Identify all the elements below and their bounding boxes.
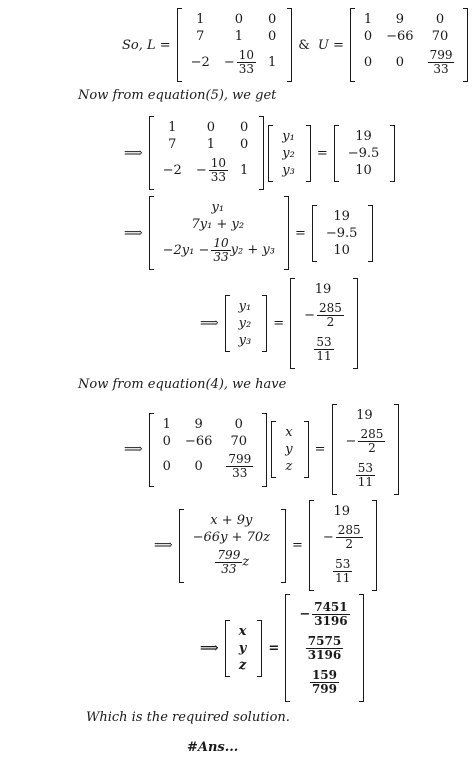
matrix-row (298, 298, 350, 332)
cell-text: 19 (333, 208, 350, 224)
denominator: 11 (316, 348, 332, 363)
matrix-row (342, 128, 388, 145)
matrix-row (157, 199, 281, 216)
equals-sign: = (314, 442, 326, 457)
matrix-cell (279, 458, 300, 475)
matrix-row (233, 623, 255, 640)
matrix-cell (157, 136, 190, 153)
cell-text: 70 (431, 29, 449, 44)
matrix-cell (233, 298, 260, 315)
fraction (215, 549, 242, 575)
cell-text: 19 (314, 282, 332, 297)
matrix-cell (298, 281, 350, 298)
numerator: 285 (337, 522, 361, 537)
matrix-cell (276, 162, 303, 179)
matrix (312, 205, 374, 262)
matrix (334, 125, 396, 182)
math-text: U = (317, 37, 344, 53)
fraction (310, 669, 339, 695)
matrix-cell (233, 657, 255, 674)
cell-text: −66 (386, 29, 414, 44)
cell-text: −66y + 70z (192, 529, 270, 545)
matrix-row (293, 665, 355, 699)
matrix-row (298, 332, 350, 366)
matrix-cell (233, 623, 255, 640)
matrix-cell (276, 128, 303, 145)
matrix-table (233, 298, 260, 349)
cell-text: 0 (240, 120, 249, 135)
denominator: 799 (311, 681, 337, 696)
cell-text: 70 (230, 433, 248, 449)
matrix-row (317, 520, 369, 554)
matrix-row (293, 631, 355, 665)
matrix-cell (190, 119, 234, 136)
cell-text: 0 (395, 54, 404, 70)
matrix-row (187, 512, 278, 529)
cell-text: 1 (234, 29, 244, 44)
matrix-row (279, 424, 300, 441)
matrix-cell (157, 216, 281, 233)
cell-text: 1 (268, 54, 277, 70)
fraction (358, 428, 385, 454)
matrix-cell (293, 631, 355, 665)
cell-text: y (238, 640, 247, 656)
matrix-cell (234, 136, 256, 153)
cell-text: y (285, 442, 293, 457)
denominator: 11 (335, 570, 351, 585)
cell-text: 0 (363, 29, 373, 44)
matrix-cell (190, 153, 234, 187)
matrix-row (157, 416, 260, 433)
cell-text: 9 (395, 12, 404, 27)
matrix-cell (157, 433, 179, 450)
matrix-row (233, 298, 260, 315)
matrix (149, 413, 268, 487)
equals-sign: = (316, 145, 328, 161)
matrix-cell (157, 450, 179, 484)
numerator: 799 (228, 452, 252, 467)
fraction (312, 601, 349, 627)
cell-text: y₃ (282, 162, 295, 178)
cell-text: 0 (194, 459, 203, 474)
matrix-row (279, 441, 300, 458)
numerator: 53 (316, 334, 332, 349)
numerator: 7575 (307, 633, 342, 648)
implies-symbol: ⟹ (124, 145, 143, 161)
matrix (285, 594, 363, 702)
cell-text: 10 (355, 162, 372, 178)
cell-text: 0 (206, 120, 216, 135)
matrix-row (157, 450, 260, 484)
matrix-table (317, 503, 369, 588)
matrix-cell (157, 153, 190, 187)
numerator: 799 (429, 47, 453, 62)
fraction (356, 462, 375, 488)
matrix-table (298, 281, 350, 366)
cell-text: y₂ (238, 316, 252, 331)
fraction (211, 237, 230, 263)
cell-text: − (223, 54, 235, 70)
matrix-cell (220, 416, 259, 433)
numerator: 10 (210, 155, 226, 170)
matrix-table (320, 208, 366, 259)
cell-text: −66 (184, 433, 213, 449)
matrix-row (320, 242, 366, 259)
cell-text: 0 (234, 416, 243, 432)
cell-text: z (238, 657, 247, 673)
implies-symbol: ⟹ (124, 442, 143, 457)
matrix-cell (293, 665, 355, 699)
matrix-table (342, 128, 388, 179)
cell-text: − (299, 606, 311, 622)
denominator: 3196 (307, 647, 342, 662)
cell-text: 7 (196, 29, 205, 44)
matrix-row (342, 162, 388, 179)
cell-text: 1 (162, 416, 171, 432)
matrix-row (233, 657, 255, 674)
matrix-table (157, 416, 260, 484)
cell-text: 0 (268, 29, 277, 44)
matrix-cell (179, 450, 220, 484)
fraction (314, 336, 333, 362)
equals-sign: = (268, 640, 280, 656)
cell-text: −9.5 (347, 145, 380, 161)
matrix-table (276, 128, 303, 179)
fraction (306, 635, 343, 661)
matrix-cell (340, 424, 392, 458)
cell-text: x + 9y (210, 512, 253, 528)
matrix-table (157, 199, 281, 267)
matrix-table (233, 623, 255, 674)
cell-text: 9 (194, 416, 203, 432)
matrix (179, 509, 286, 583)
denominator: 3196 (314, 613, 348, 628)
fraction (336, 524, 363, 550)
denominator: 33 (221, 562, 237, 576)
matrix (149, 116, 265, 190)
matrix-row (157, 233, 281, 267)
matrix-cell (317, 554, 369, 588)
matrix-row (320, 208, 366, 225)
matrix-cell (320, 208, 366, 225)
cell-text: − (322, 529, 334, 545)
cell-text: − (304, 307, 316, 323)
cell-text: 0 (162, 433, 171, 449)
matrix-cell (157, 199, 281, 216)
cell-text: 1 (196, 12, 205, 27)
matrix-cell (342, 162, 388, 179)
matrix-table (340, 407, 392, 492)
cell-text: 0 (268, 12, 277, 27)
matrix-row (340, 458, 392, 492)
matrix-cell (298, 332, 350, 366)
matrix (225, 295, 268, 352)
cell-text: 19 (333, 504, 351, 519)
cell-text: −2 (162, 162, 182, 178)
equals-sign: = (294, 225, 306, 241)
matrix-cell (187, 512, 278, 529)
cell-text: y₃ (238, 333, 252, 348)
cell-text: x (238, 623, 247, 639)
fraction (333, 558, 352, 584)
cell-text-after: z (242, 555, 250, 570)
matrix-cell (233, 332, 260, 349)
matrix-row (276, 128, 303, 145)
matrix-row (157, 216, 281, 233)
denominator: 2 (345, 536, 354, 551)
fraction (317, 302, 344, 328)
cell-text: 1 (240, 162, 249, 178)
cell-text: 0 (435, 12, 445, 27)
matrix-table (157, 119, 257, 187)
matrix-cell (320, 242, 366, 259)
matrix-row (187, 546, 278, 580)
cell-text: 1 (168, 120, 177, 135)
matrix-cell (279, 424, 300, 441)
matrix-row (317, 554, 369, 588)
cell-text: − (345, 433, 357, 449)
matrix-cell (233, 315, 260, 332)
matrix-table (279, 424, 300, 475)
denominator: 33 (232, 466, 248, 480)
cell-text: y₁ (238, 299, 252, 314)
cell-text: 0 (162, 459, 171, 474)
matrix-row (157, 119, 257, 136)
matrix-row (276, 145, 303, 162)
ans-text: #Ans... (187, 740, 239, 755)
matrix-cell (220, 433, 259, 450)
matrix (332, 404, 400, 495)
matrix-row (320, 225, 366, 242)
matrix (309, 500, 377, 591)
matrix-row (233, 332, 260, 349)
implies-symbol: ⟹ (124, 225, 143, 241)
matrix-cell (317, 503, 369, 520)
cell-text: 19 (356, 408, 373, 423)
matrix (225, 620, 263, 677)
cell-text: 10 (333, 242, 350, 258)
cell-text: x (285, 425, 293, 440)
cell-text: y₂ (282, 145, 295, 161)
cell-text: 7 (168, 137, 177, 152)
numerator: 7451 (314, 599, 348, 614)
matrix-row (279, 458, 300, 475)
denominator: 33 (210, 169, 226, 184)
note-text: Now from equation(5), we get (78, 88, 277, 103)
numerator: 285 (319, 300, 342, 315)
cell-text: −2y₁ − (162, 242, 210, 258)
cell-text: 0 (234, 12, 244, 27)
cell-text: 1 (206, 137, 216, 152)
matrix-row (298, 281, 350, 298)
matrix-table (187, 512, 278, 580)
matrix-row (276, 162, 303, 179)
matrix-cell (179, 416, 220, 433)
math-text: So, L = (122, 37, 171, 53)
matrix-cell (187, 546, 278, 580)
matrix-table (293, 597, 355, 699)
cell-text: z (285, 459, 293, 474)
matrix-row (293, 597, 355, 631)
numerator: 159 (311, 667, 337, 682)
matrix-cell (157, 233, 281, 267)
matrix-cell (190, 136, 234, 153)
denominator: 33 (238, 61, 255, 76)
equals-sign: = (273, 316, 285, 331)
matrix-cell (298, 298, 350, 332)
matrix-cell (317, 520, 369, 554)
cell-text: 0 (240, 137, 249, 152)
matrix (268, 125, 311, 182)
equals-sign: = (291, 538, 303, 553)
matrix-cell (220, 450, 259, 484)
denominator: 2 (368, 440, 376, 455)
matrix-cell (187, 529, 278, 546)
matrix-cell (234, 153, 256, 187)
denominator: 2 (326, 314, 335, 329)
cell-text: y₁ (211, 200, 225, 215)
matrix-cell (234, 119, 256, 136)
note-text: Now from equation(4), we have (78, 377, 287, 392)
cell-text-after: y₂ + y₃ (230, 242, 275, 258)
cell-text: 7y₁ + y₂ (191, 217, 245, 232)
denominator: 33 (433, 61, 449, 76)
matrix (271, 421, 308, 478)
matrix-row (340, 424, 392, 458)
cell-text: −2 (190, 54, 210, 70)
matrix-row (317, 503, 369, 520)
matrix-cell (157, 119, 190, 136)
matrix-row (187, 529, 278, 546)
matrix-cell (320, 225, 366, 242)
cell-text: 0 (363, 54, 373, 70)
matrix-row (233, 640, 255, 657)
implies-symbol: ⟹ (200, 640, 219, 656)
matrix (290, 278, 358, 369)
fraction (209, 157, 228, 183)
matrix-cell (293, 597, 355, 631)
matrix-cell (179, 433, 220, 450)
matrix-cell (276, 145, 303, 162)
numerator: 53 (357, 460, 374, 475)
cell-text: y₁ (282, 128, 295, 144)
math-text: & (298, 37, 310, 53)
matrix (149, 196, 289, 270)
cell-text: − (195, 162, 207, 178)
cell-text: 19 (355, 128, 372, 144)
cell-text: 1 (363, 12, 373, 27)
matrix-row (157, 433, 260, 450)
matrix-row (157, 153, 257, 187)
numerator: 10 (213, 235, 229, 250)
matrix-cell (342, 145, 388, 162)
note-text: Which is the required solution. (86, 710, 290, 725)
numerator: 10 (238, 47, 255, 62)
matrix-cell (233, 640, 255, 657)
matrix-cell (340, 407, 392, 424)
matrix-cell (340, 458, 392, 492)
numerator: 53 (335, 556, 351, 571)
matrix-cell (157, 416, 179, 433)
cell-text: −9.5 (325, 225, 358, 241)
numerator: 285 (360, 426, 384, 441)
implies-symbol: ⟹ (200, 316, 219, 331)
matrix-cell (342, 128, 388, 145)
matrix-row (233, 315, 260, 332)
matrix-row (340, 407, 392, 424)
matrix-row (342, 145, 388, 162)
matrix-cell (279, 441, 300, 458)
denominator: 33 (213, 249, 229, 264)
implies-symbol: ⟹ (154, 538, 173, 553)
denominator: 11 (357, 474, 374, 489)
fraction (226, 453, 253, 479)
numerator: 799 (217, 548, 241, 563)
matrix-row (157, 136, 257, 153)
